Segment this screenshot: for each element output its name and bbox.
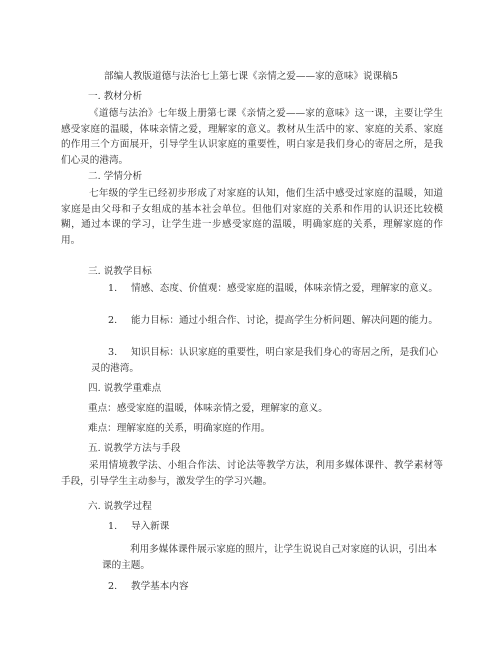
goal-item	[91, 281, 443, 297]
goal-text: 知识目标：认识家庭的重要性，明白家是我们身心的寄居之所，是我们心灵的港湾。	[91, 347, 438, 374]
section-text-textbook-analysis: 《道德与法治》七年级上册第七课《亲情之爱——家的意味》这一课，主要让学生感受家庭的温暖，体味亲情之爱，理解家的意义。教材从生活中的家、家庭的关系、家庭的作用三个方面展开，引导学生认识家庭的重要性，明白家是我们身心的寄居之所，是我们心灵的港湾。	[61, 108, 443, 166]
goal-number: 3.	[108, 347, 118, 358]
section-heading-methods: 五. 说教学方法与手段	[88, 443, 181, 454]
step-label: 教学基本内容	[131, 581, 189, 592]
goal-item	[91, 345, 443, 376]
key-point-line: 重点：感受家庭的温暖，体味亲情之爱，理解家的意义。	[88, 403, 328, 414]
section-text-methods: 采用情境教学法、小组合作法、讨论法等教学方法，利用多媒体课件、教学素材等手段，引导学生主动参与，激发学生的学习兴趣。	[61, 460, 443, 487]
goal-number: 2.	[108, 315, 118, 326]
goal-number: 1.	[108, 283, 118, 294]
step-number: 1.	[108, 521, 118, 532]
document-title: 部编人教版道德与法治七上第七课《亲情之爱——家的意味》说课稿5	[104, 71, 398, 82]
section-text-student-analysis: 七年级的学生已经初步形成了对家庭的认知，他们生活中感受过家庭的温暖，知道家庭是由父母和子女组成的基本社会单位。但他们对家庭的关系和作用的认识还比较模糊，通过本课的学习，让学生进一步感受家庭的温暖，明确家庭的关系，理解家庭的作用。	[61, 188, 443, 246]
step-label: 导入新课	[131, 521, 170, 532]
section-heading-key-points: 四. 说教学重难点	[88, 383, 162, 394]
step-text: 利用多媒体课件展示家庭的照片，让学生说说自己对家庭的认识，引出本课的主题。	[102, 544, 437, 571]
goal-text: 情感、态度、价值观：感受家庭的温暖，体味亲情之爱，理解家的意义。	[131, 283, 438, 294]
process-step	[91, 519, 443, 535]
section-heading-teaching-goals: 三. 说教学目标	[88, 266, 152, 277]
goal-text: 能力目标：通过小组合作、讨论，提高学生分析问题、解决问题的能力。	[131, 315, 438, 326]
section-heading-textbook-analysis: 一. 教材分析	[88, 91, 143, 102]
step-number: 2.	[108, 581, 118, 592]
process-step	[91, 579, 443, 595]
section-heading-teaching-process: 六. 说教学过程	[88, 501, 152, 512]
difficult-point-line: 难点：理解家庭的关系，明确家庭的作用。	[88, 423, 271, 434]
section-heading-student-analysis: 二. 学情分析	[88, 171, 143, 182]
goal-item	[91, 313, 443, 329]
